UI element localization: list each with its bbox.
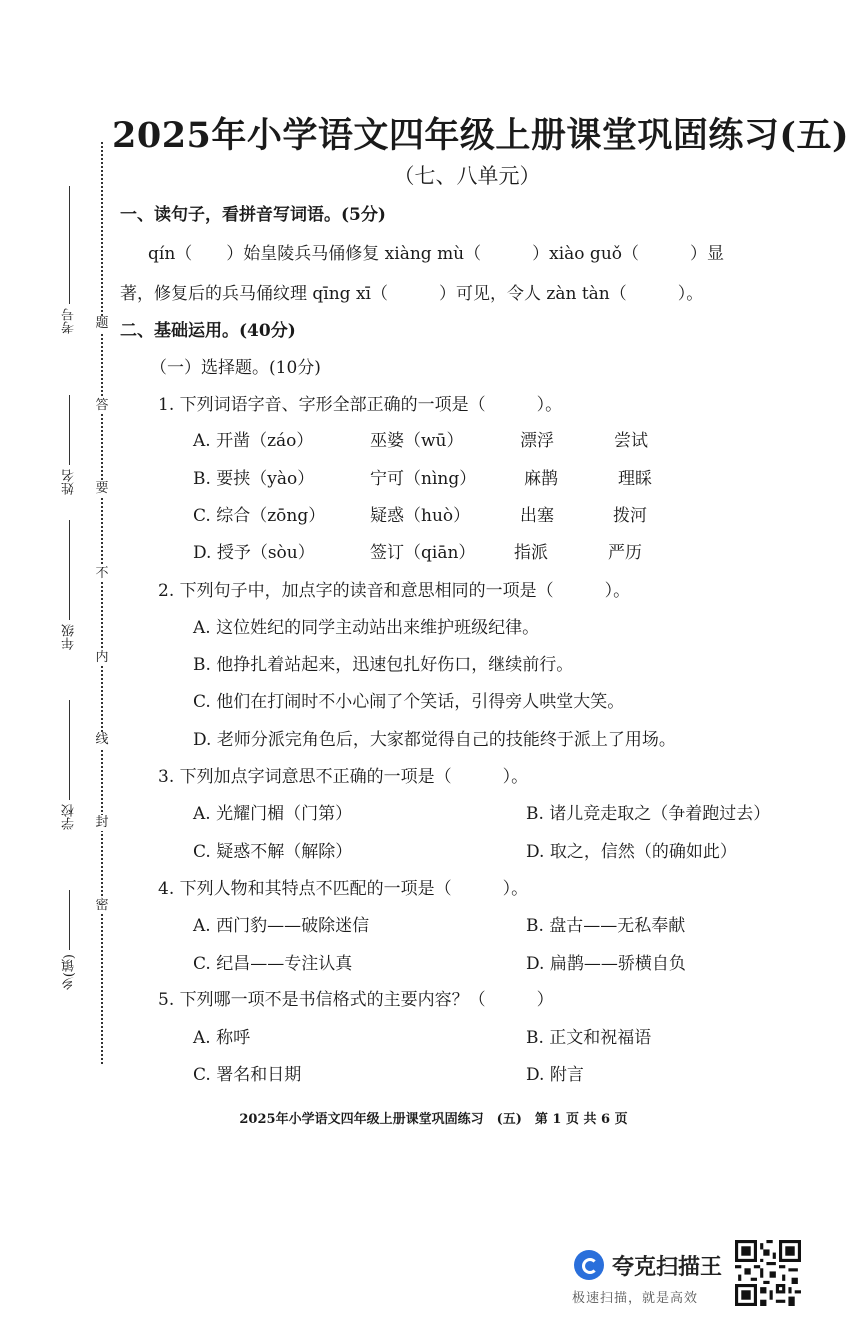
q3-option-d: D. 取之，信然（的确如此） xyxy=(526,842,737,862)
seal-char: 封 xyxy=(95,815,109,830)
q1-option-b-word2: 宁可（nìng） xyxy=(370,469,477,489)
question-2-stem: 2. 下列句子中，加点字的读音和意思相同的一项是（ ）。 xyxy=(158,581,631,601)
field-school-label: 学校 xyxy=(62,804,77,830)
q3-option-c: C. 疑惑不解（解除） xyxy=(193,842,353,862)
q1-option-a-word3: 漂浮 xyxy=(520,431,554,451)
section-2-heading: 二、基础运用。(40分) xyxy=(120,321,296,341)
subsection-choice-heading: （一）选择题。(10分) xyxy=(150,358,321,378)
q2-option-b: B. 他挣扎着站起来，迅速包扎好伤口，继续前行。 xyxy=(193,655,574,675)
q1-option-d: D. 授予（sòu） xyxy=(193,543,315,563)
binding-dotted-line xyxy=(101,142,103,1064)
seal-char: 内 xyxy=(95,650,109,665)
q3-option-a: A. 光耀门楣（门第） xyxy=(193,804,353,824)
q3-option-b: B. 诸儿竞走取之（争着跑过去） xyxy=(526,804,771,824)
scanner-slogan: 极速扫描，就是高效 xyxy=(572,1291,699,1306)
question-3-stem: 3. 下列加点字词意思不正确的一项是（ ）。 xyxy=(158,767,529,787)
q1-option-b: B. 要挟（yào） xyxy=(193,469,315,489)
q1-option-c-word4: 拨河 xyxy=(613,506,647,526)
field-school[interactable] xyxy=(60,700,80,850)
seal-char: 要 xyxy=(95,481,109,496)
q1-option-d-word2: 签订（qiān） xyxy=(370,543,476,563)
q2-option-d: D. 老师分派完角色后，大家都觉得自己的技能终于派上了用场。 xyxy=(193,730,676,750)
q2-option-c: C. 他们在打闹时不小心闹了个笑话，引得旁人哄堂大笑。 xyxy=(193,692,625,712)
question-5-stem: 5. 下列哪一项不是书信格式的主要内容？（ ） xyxy=(158,990,554,1010)
section-1-heading: 一、读句子，看拼音写词语。(5分) xyxy=(120,205,386,225)
seal-char: 不 xyxy=(95,566,109,581)
question-4-stem: 4. 下列人物和其特点不匹配的一项是（ ）。 xyxy=(158,879,529,899)
q1-option-c-word2: 疑惑（huò） xyxy=(370,506,471,526)
field-name[interactable] xyxy=(60,395,80,535)
scanner-logo-icon xyxy=(574,1250,604,1280)
field-name-label: 姓名 xyxy=(62,469,77,495)
q1-option-a-word2: 巫婆（wū） xyxy=(370,431,464,451)
q5-option-c: C. 署名和日期 xyxy=(193,1065,302,1085)
q1-option-c: C. 综合（zōng） xyxy=(193,506,326,526)
field-township[interactable] xyxy=(60,890,80,1020)
pinyin-line-1: qín（ ）始皇陵兵马俑修复 xiàng mù（ ）xiào guǒ（ ）显 xyxy=(148,244,724,264)
field-grade[interactable] xyxy=(60,520,80,680)
q4-option-b: B. 盘古——无私奉献 xyxy=(526,916,686,936)
field-township-label: 乡(镇) xyxy=(62,954,77,991)
field-exam-number-label: 考号 xyxy=(62,308,77,334)
q5-option-d: D. 附言 xyxy=(526,1065,584,1085)
field-grade-label: 年级 xyxy=(62,624,77,650)
q5-option-a: A. 称呼 xyxy=(193,1028,251,1048)
page-footer: 2025年小学语文四年级上册课堂巩固练习 (五) 第 1 页 共 6 页 xyxy=(239,1112,628,1127)
page-title: 2025年小学语文四年级上册课堂巩固练习(五) xyxy=(112,115,850,156)
q1-option-a-word4: 尝试 xyxy=(614,431,648,451)
question-1-stem: 1. 下列词语字音、字形全部正确的一项是（ ）。 xyxy=(158,395,563,415)
seal-char: 密 xyxy=(95,898,109,913)
q4-option-c: C. 纪昌——专注认真 xyxy=(193,954,353,974)
pinyin-line-2: 著，修复后的兵马俑纹理 qīng xī（ ）可见，令人 zàn tàn（ ）。 xyxy=(120,284,704,304)
q4-option-a: A. 西门豹——破除迷信 xyxy=(193,916,370,936)
q1-option-b-word4: 理睬 xyxy=(618,469,652,489)
q1-option-d-word4: 严历 xyxy=(608,543,642,563)
qr-code-icon xyxy=(735,1240,801,1306)
q1-option-d-word3: 指派 xyxy=(514,543,548,563)
seal-char: 线 xyxy=(95,732,109,747)
q1-option-c-word3: 出塞 xyxy=(520,506,554,526)
q1-option-a: A. 开凿（záo） xyxy=(193,431,314,451)
seal-char: 题 xyxy=(95,316,109,331)
q4-option-d: D. 扁鹊——骄横自负 xyxy=(526,954,686,974)
scanner-app-name: 夸克扫描王 xyxy=(612,1255,723,1280)
q2-option-a: A. 这位姓纪的同学主动站出来维护班级纪律。 xyxy=(193,618,540,638)
q1-option-b-word3: 麻鹊 xyxy=(524,469,558,489)
page-subtitle: （七、八单元） xyxy=(393,164,541,188)
field-exam-number[interactable] xyxy=(60,186,80,356)
q5-option-b: B. 正文和祝福语 xyxy=(526,1028,652,1048)
seal-char: 答 xyxy=(95,398,109,413)
